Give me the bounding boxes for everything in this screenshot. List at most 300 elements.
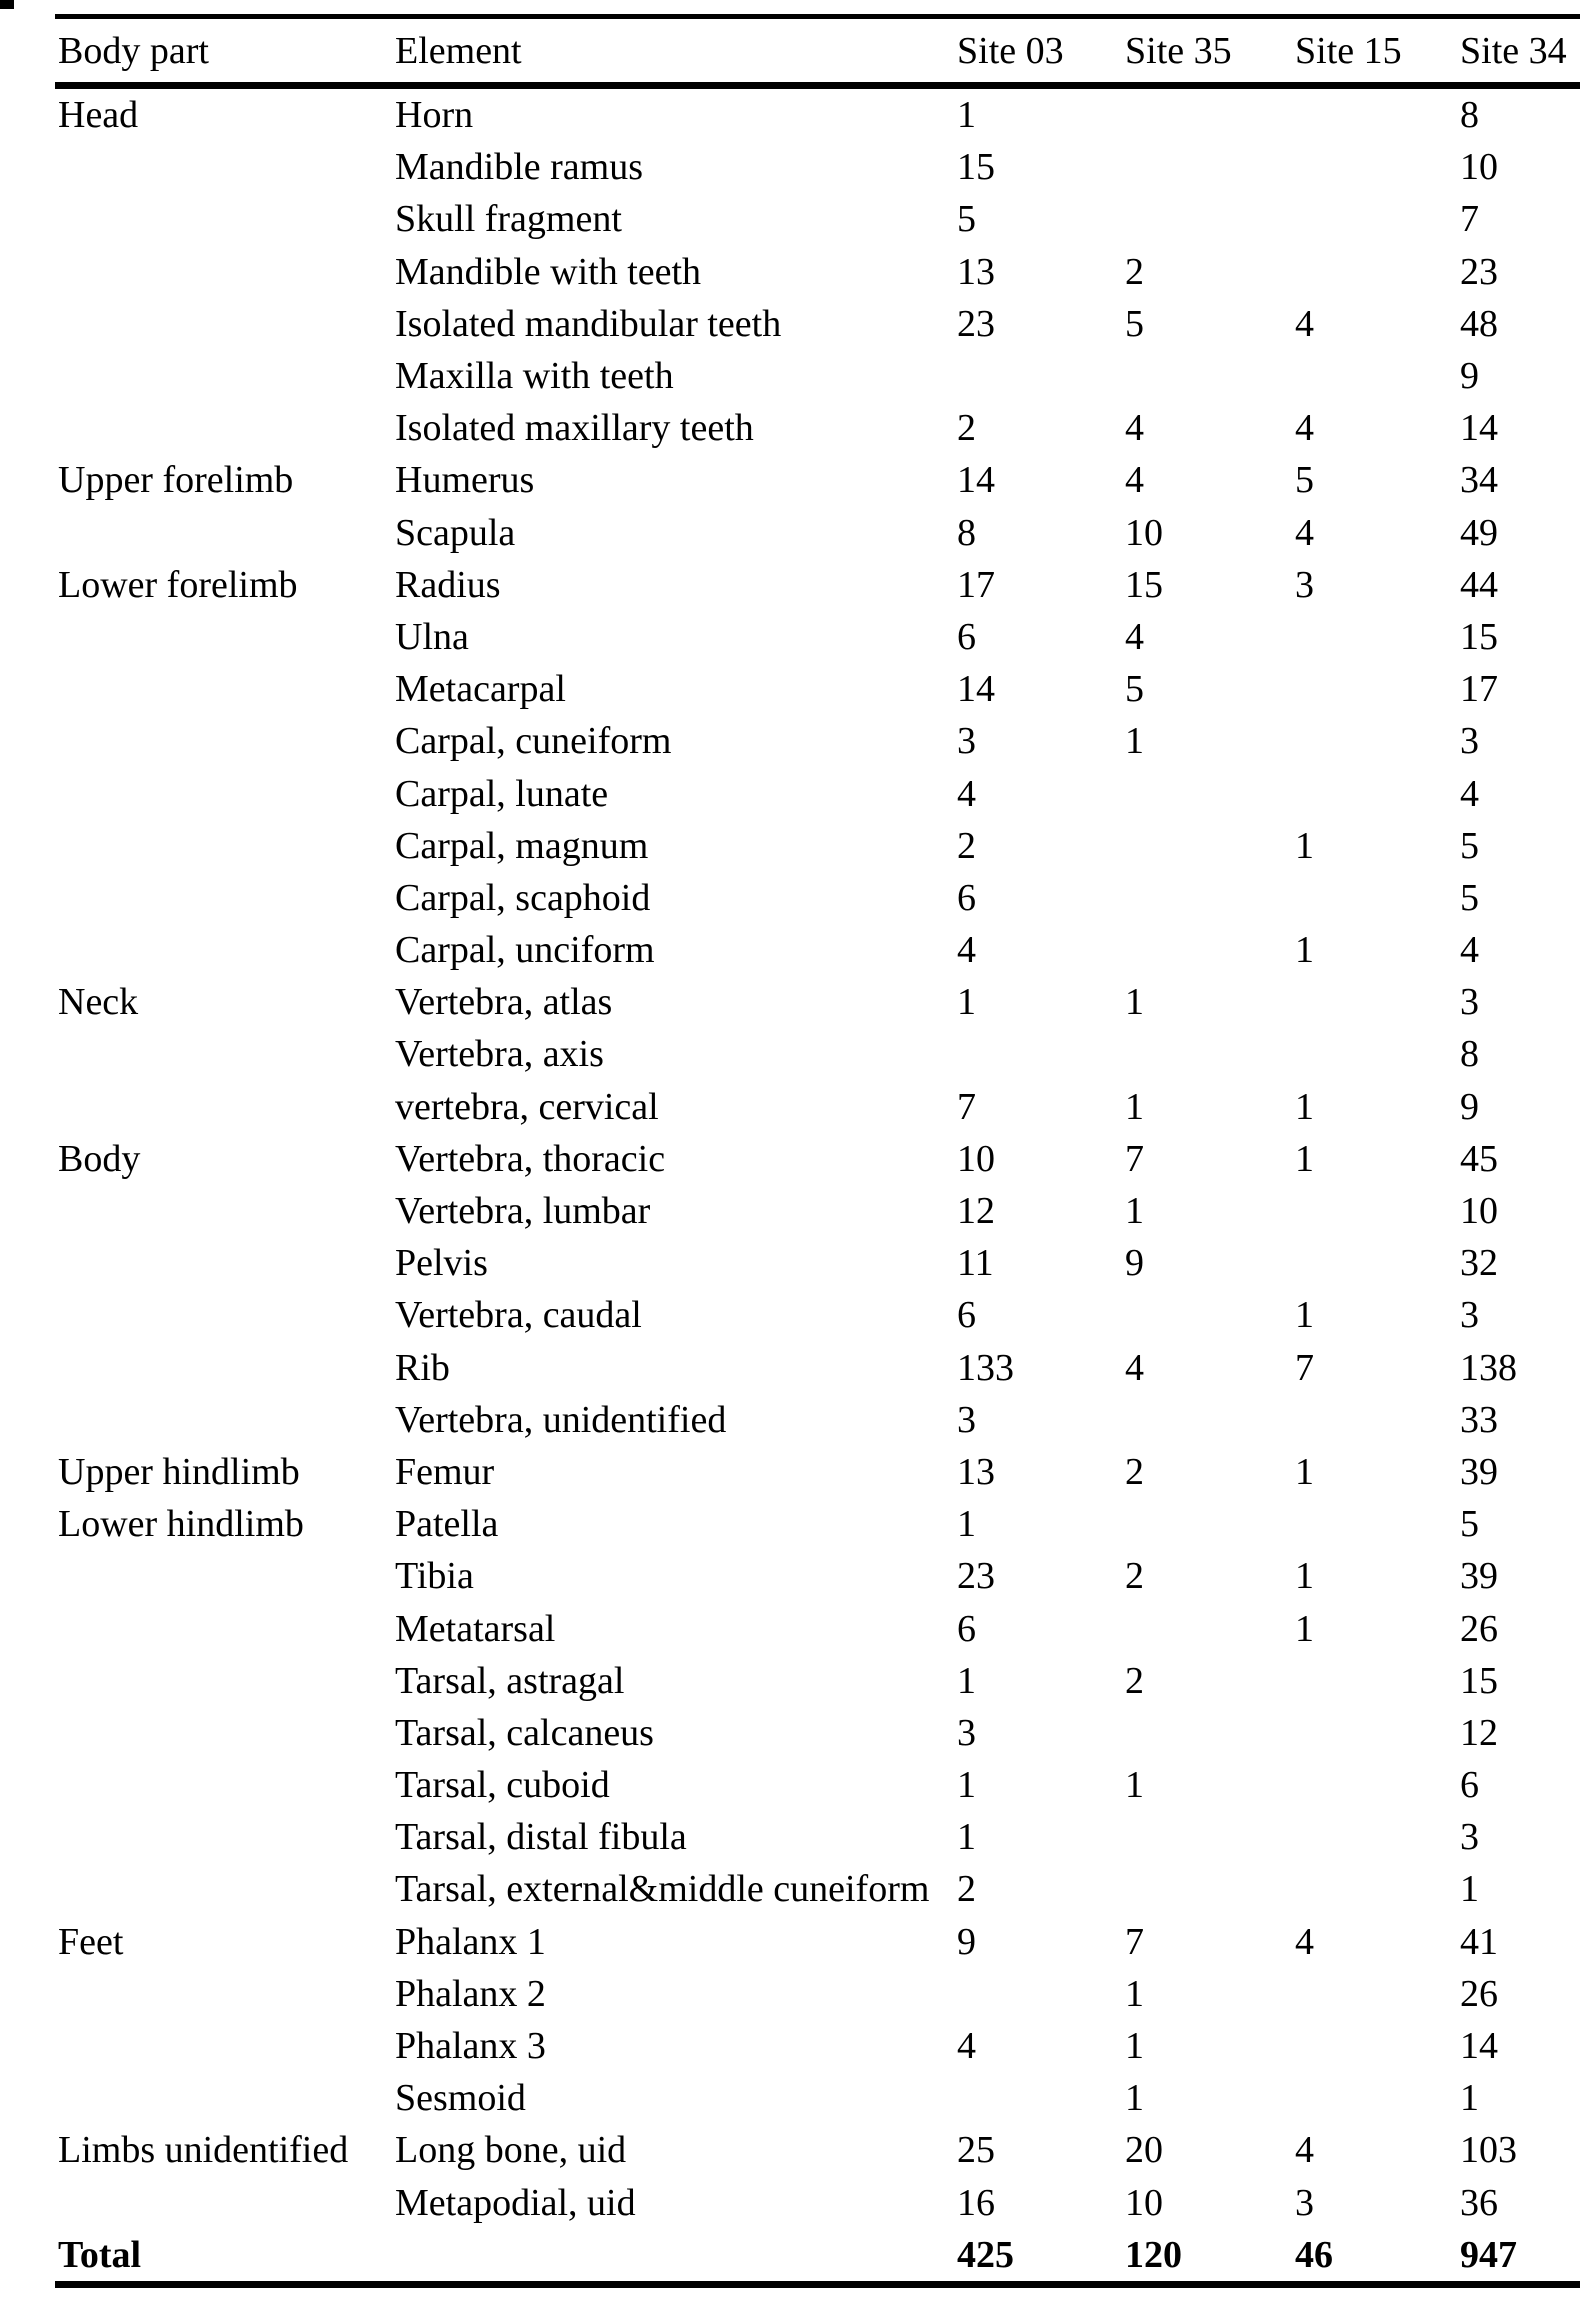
site03-cell: 3: [957, 1711, 976, 1754]
site15-cell: 4: [1295, 2129, 1314, 2172]
site15-cell: [1295, 976, 1460, 1028]
site35-cell: 1: [1125, 1190, 1144, 1233]
site03-cell: 1: [957, 1503, 976, 1546]
site15-cell: [1295, 611, 1460, 663]
site34-cell: 26: [1460, 1607, 1498, 1650]
body-part-cell: [55, 1081, 395, 1133]
site15-cell: [1295, 86, 1460, 142]
table-row: [55, 663, 1580, 715]
site03-cell: 8: [957, 511, 976, 554]
site15-cell: [1295, 1394, 1460, 1446]
site03-cell: 17: [957, 563, 995, 606]
site15-cell: 4: [1295, 1920, 1314, 1963]
site34-cell: 14: [1460, 407, 1498, 450]
table-row: [55, 559, 1580, 611]
site35-cell: 4: [1125, 459, 1144, 502]
body-part-cell: Total: [58, 2233, 142, 2276]
site15-cell: 3: [1295, 2181, 1314, 2224]
body-part-cell: [55, 1185, 395, 1237]
table-row: [55, 1342, 1580, 1394]
site15-cell: [1295, 872, 1460, 924]
site03-cell: 6: [957, 1607, 976, 1650]
site34-cell: 26: [1460, 1972, 1498, 2015]
column-header-site-34: Site 34: [1460, 29, 1567, 72]
site35-cell: [1125, 924, 1295, 976]
site34-cell: 15: [1460, 615, 1498, 658]
site15-cell: 1: [1295, 1294, 1314, 1337]
site35-cell: [1125, 141, 1295, 193]
element-cell: Tibia: [395, 1555, 474, 1598]
site15-cell: [1295, 246, 1460, 298]
site34-cell: 4: [1460, 772, 1479, 815]
body-part-cell: [55, 1655, 395, 1707]
site35-cell: [1125, 872, 1295, 924]
table-row: [55, 193, 1580, 245]
site03-cell: [957, 2072, 1125, 2124]
site34-cell: 45: [1460, 1137, 1498, 1180]
element-cell: Tarsal, astragal: [395, 1659, 625, 1702]
table-row: [55, 1550, 1580, 1602]
site35-cell: 15: [1125, 563, 1163, 606]
table-row: [55, 1185, 1580, 1237]
site35-cell: 2: [1125, 1659, 1144, 1702]
table-row: [55, 86, 1580, 142]
site35-cell: [1125, 820, 1295, 872]
element-cell: Rib: [395, 1346, 450, 1389]
body-part-cell: [55, 924, 395, 976]
element-cell: Phalanx 3: [395, 2025, 546, 2068]
site15-cell: [1295, 1237, 1460, 1289]
element-cell: [395, 2229, 957, 2285]
site03-cell: 9: [957, 1920, 976, 1963]
body-part-cell: [55, 611, 395, 663]
site15-cell: 4: [1295, 407, 1314, 450]
site15-cell: 1: [1295, 1137, 1314, 1180]
site34-cell: 39: [1460, 1555, 1498, 1598]
column-header-site-15: Site 15: [1295, 29, 1402, 72]
site03-cell: 4: [957, 772, 976, 815]
table-row: [55, 1602, 1580, 1654]
body-part-cell: [55, 1863, 395, 1915]
site34-cell: 8: [1460, 1033, 1479, 1076]
element-cell: Vertebra, axis: [395, 1033, 604, 1076]
scan-artifact: [0, 0, 14, 9]
header-row: [55, 17, 1580, 86]
site15-cell: 5: [1295, 459, 1314, 502]
body-part-cell: Head: [58, 94, 139, 137]
body-part-cell: [55, 1759, 395, 1811]
site03-cell: 133: [957, 1346, 1014, 1389]
column-header-site-03: Site 03: [957, 29, 1064, 72]
body-part-cell: Lower hindlimb: [58, 1503, 304, 1546]
table-row: [55, 1446, 1580, 1498]
site35-cell: 1: [1125, 1764, 1144, 1807]
site35-cell: [1125, 193, 1295, 245]
element-cell: Mandible ramus: [395, 146, 644, 189]
site34-cell: 49: [1460, 511, 1498, 554]
table-row: [55, 2177, 1580, 2229]
site34-cell: 15: [1460, 1659, 1498, 1702]
element-cell: Metacarpal: [395, 668, 566, 711]
body-part-cell: [55, 820, 395, 872]
site03-cell: [957, 1968, 1125, 2020]
element-cell: Phalanx 1: [395, 1920, 546, 1963]
table-row: [55, 2229, 1580, 2285]
site35-cell: [1125, 1394, 1295, 1446]
site03-cell: 13: [957, 1450, 995, 1493]
site15-cell: [1295, 1185, 1460, 1237]
site15-cell: [1295, 715, 1460, 767]
table-row: [55, 1707, 1580, 1759]
site03-cell: 16: [957, 2181, 995, 2224]
site35-cell: 2: [1125, 250, 1144, 293]
element-cell: Metapodial, uid: [395, 2181, 636, 2224]
site03-cell: 14: [957, 668, 995, 711]
site34-cell: 3: [1460, 1816, 1479, 1859]
site35-cell: 1: [1125, 2077, 1144, 2120]
site03-cell: 2: [957, 407, 976, 450]
site03-cell: [957, 350, 1125, 402]
site34-cell: 9: [1460, 355, 1479, 398]
site34-cell: 6: [1460, 1764, 1479, 1807]
site34-cell: 23: [1460, 250, 1498, 293]
site03-cell: 1: [957, 1816, 976, 1859]
site03-cell: 7: [957, 1085, 976, 1128]
element-cell: Tarsal, calcaneus: [395, 1711, 654, 1754]
element-cell: Carpal, lunate: [395, 772, 609, 815]
table-row: [55, 1289, 1580, 1341]
element-cell: Vertebra, atlas: [395, 981, 613, 1024]
element-cell: Vertebra, thoracic: [395, 1137, 666, 1180]
site35-cell: 9: [1125, 1242, 1144, 1285]
site03-cell: 5: [957, 198, 976, 241]
site15-cell: 4: [1295, 511, 1314, 554]
table-row: [55, 924, 1580, 976]
site34-cell: 36: [1460, 2181, 1498, 2224]
site35-cell: 7: [1125, 1137, 1144, 1180]
table-row: [55, 1394, 1580, 1446]
body-part-cell: [55, 1394, 395, 1446]
table-row: [55, 2020, 1580, 2072]
site15-cell: 1: [1295, 929, 1314, 972]
site35-cell: [1125, 1602, 1295, 1654]
site03-cell: 6: [957, 1294, 976, 1337]
table-row: [55, 454, 1580, 506]
body-part-cell: Lower forelimb: [58, 563, 298, 606]
element-cell: Pelvis: [395, 1242, 488, 1285]
body-part-cell: [55, 872, 395, 924]
table-row: [55, 1863, 1580, 1915]
site03-cell: 23: [957, 1555, 995, 1598]
site03-cell: 1: [957, 1659, 976, 1702]
table-header: [55, 17, 1580, 86]
site15-cell: [1295, 2020, 1460, 2072]
site34-cell: 1: [1460, 2077, 1479, 2120]
site35-cell: [1125, 350, 1295, 402]
site34-cell: 947: [1460, 2233, 1517, 2276]
site34-cell: 3: [1460, 981, 1479, 1024]
body-part-cell: Neck: [58, 981, 139, 1024]
column-header-site-35: Site 35: [1125, 29, 1232, 72]
element-cell: Femur: [395, 1450, 495, 1493]
element-cell: Long bone, uid: [395, 2129, 627, 2172]
site03-cell: 25: [957, 2129, 995, 2172]
site15-cell: [1295, 2072, 1460, 2124]
body-part-cell: [55, 2177, 395, 2229]
table-row: [55, 872, 1580, 924]
site34-cell: 33: [1460, 1398, 1498, 1441]
site35-cell: [1125, 767, 1295, 819]
site03-cell: 4: [957, 2025, 976, 2068]
site15-cell: [1295, 1863, 1460, 1915]
site35-cell: [1125, 86, 1295, 142]
site15-cell: [1295, 193, 1460, 245]
site15-cell: 1: [1295, 1555, 1314, 1598]
table-row: [55, 350, 1580, 402]
site03-cell: 13: [957, 250, 995, 293]
body-part-cell: Limbs unidentified: [58, 2129, 349, 2172]
site34-cell: 5: [1460, 824, 1479, 867]
site03-cell: 1: [957, 1764, 976, 1807]
element-cell: Tarsal, cuboid: [395, 1764, 610, 1807]
site34-cell: 17: [1460, 668, 1498, 711]
site35-cell: 10: [1125, 511, 1163, 554]
bone-element-table-container: [55, 14, 1580, 2288]
table-row: [55, 1237, 1580, 1289]
site35-cell: [1125, 1811, 1295, 1863]
site15-cell: 1: [1295, 1450, 1314, 1493]
site34-cell: 7: [1460, 198, 1479, 241]
table-row: [55, 1028, 1580, 1080]
site35-cell: 1: [1125, 720, 1144, 763]
site35-cell: [1125, 1289, 1295, 1341]
site34-cell: 32: [1460, 1242, 1498, 1285]
body-part-cell: [55, 1289, 395, 1341]
site15-cell: 1: [1295, 1607, 1314, 1650]
site03-cell: 4: [957, 929, 976, 972]
site35-cell: 1: [1125, 1085, 1144, 1128]
body-part-cell: [55, 1602, 395, 1654]
table-row: [55, 246, 1580, 298]
table-row: [55, 1968, 1580, 2020]
body-part-cell: [55, 246, 395, 298]
body-part-cell: [55, 1550, 395, 1602]
table-row: [55, 1811, 1580, 1863]
table-row: [55, 2124, 1580, 2176]
site03-cell: 1: [957, 981, 976, 1024]
body-part-cell: Feet: [58, 1920, 124, 1963]
site34-cell: 103: [1460, 2129, 1517, 2172]
table-row: [55, 298, 1580, 350]
table-row: [55, 1655, 1580, 1707]
element-cell: Vertebra, lumbar: [395, 1190, 651, 1233]
bone-element-count-table: [55, 14, 1580, 2288]
element-cell: Sesmoid: [395, 2077, 526, 2120]
body-part-cell: [55, 1968, 395, 2020]
body-part-cell: [55, 1342, 395, 1394]
site35-cell: 4: [1125, 1346, 1144, 1389]
site34-cell: 48: [1460, 302, 1498, 345]
table-row: [55, 141, 1580, 193]
site15-cell: 3: [1295, 563, 1314, 606]
site35-cell: 10: [1125, 2181, 1163, 2224]
site03-cell: 1: [957, 94, 976, 137]
element-cell: Horn: [395, 94, 474, 137]
site15-cell: 7: [1295, 1346, 1314, 1389]
site34-cell: 138: [1460, 1346, 1517, 1389]
site15-cell: 1: [1295, 824, 1314, 867]
body-part-cell: [55, 2072, 395, 2124]
table-row: [55, 2072, 1580, 2124]
site35-cell: 4: [1125, 407, 1144, 450]
site35-cell: 5: [1125, 302, 1144, 345]
site34-cell: 3: [1460, 1294, 1479, 1337]
element-cell: Carpal, scaphoid: [395, 876, 651, 919]
site03-cell: 6: [957, 615, 976, 658]
site35-cell: [1125, 1498, 1295, 1550]
element-cell: Scapula: [395, 511, 516, 554]
site03-cell: 3: [957, 1398, 976, 1441]
body-part-cell: [55, 1028, 395, 1080]
element-cell: Radius: [395, 563, 501, 606]
body-part-cell: [55, 507, 395, 559]
site15-cell: [1295, 350, 1460, 402]
site03-cell: 2: [957, 824, 976, 867]
site15-cell: 4: [1295, 302, 1314, 345]
body-part-cell: [55, 1237, 395, 1289]
site15-cell: [1295, 663, 1460, 715]
site15-cell: [1295, 1707, 1460, 1759]
body-part-cell: [55, 298, 395, 350]
site35-cell: 1: [1125, 2025, 1144, 2068]
site15-cell: 1: [1295, 1085, 1314, 1128]
table-row: [55, 767, 1580, 819]
column-header-body-part: Body part: [58, 29, 209, 72]
body-part-cell: [55, 715, 395, 767]
element-cell: Vertebra, unidentified: [395, 1398, 727, 1441]
site35-cell: 2: [1125, 1450, 1144, 1493]
element-cell: vertebra, cervical: [395, 1085, 659, 1128]
element-cell: Metatarsal: [395, 1607, 556, 1650]
body-part-cell: [55, 402, 395, 454]
site15-cell: [1295, 1028, 1460, 1080]
table-row: [55, 715, 1580, 767]
site15-cell: [1295, 1498, 1460, 1550]
site35-cell: [1125, 1707, 1295, 1759]
body-part-cell: [55, 350, 395, 402]
site34-cell: 10: [1460, 146, 1498, 189]
element-cell: Humerus: [395, 459, 535, 502]
site34-cell: 10: [1460, 1190, 1498, 1233]
body-part-cell: [55, 193, 395, 245]
body-part-cell: [55, 141, 395, 193]
body-part-cell: [55, 1811, 395, 1863]
site15-cell: [1295, 1759, 1460, 1811]
body-part-cell: Upper forelimb: [58, 459, 294, 502]
site03-cell: 2: [957, 1868, 976, 1911]
site15-cell: [1295, 1811, 1460, 1863]
site34-cell: 14: [1460, 2025, 1498, 2068]
site34-cell: 44: [1460, 563, 1498, 606]
site34-cell: 1: [1460, 1868, 1479, 1911]
site03-cell: 11: [957, 1242, 994, 1285]
site34-cell: 8: [1460, 94, 1479, 137]
site34-cell: 5: [1460, 876, 1479, 919]
table-row: [55, 820, 1580, 872]
site35-cell: 20: [1125, 2129, 1163, 2172]
site35-cell: 1: [1125, 981, 1144, 1024]
element-cell: Mandible with teeth: [395, 250, 702, 293]
element-cell: Isolated mandibular teeth: [395, 302, 782, 345]
element-cell: Tarsal, distal fibula: [395, 1816, 687, 1859]
site03-cell: 10: [957, 1137, 995, 1180]
body-part-cell: [55, 767, 395, 819]
body-part-cell: [55, 1707, 395, 1759]
site03-cell: [957, 1028, 1125, 1080]
table-row: [55, 976, 1580, 1028]
site03-cell: 6: [957, 876, 976, 919]
element-cell: Ulna: [395, 615, 469, 658]
body-part-cell: [55, 663, 395, 715]
site34-cell: 5: [1460, 1503, 1479, 1546]
site03-cell: 15: [957, 146, 995, 189]
table-body: [55, 86, 1580, 2285]
site03-cell: 23: [957, 302, 995, 345]
table-row: [55, 1081, 1580, 1133]
site34-cell: 9: [1460, 1085, 1479, 1128]
element-cell: Skull fragment: [395, 198, 622, 241]
site34-cell: 4: [1460, 929, 1479, 972]
element-cell: Tarsal, external&middle cuneiform: [395, 1868, 930, 1911]
table-row: [55, 1916, 1580, 1968]
site35-cell: 5: [1125, 668, 1144, 711]
site15-cell: 46: [1295, 2233, 1333, 2276]
body-part-cell: Upper hindlimb: [58, 1450, 300, 1493]
table-row: [55, 507, 1580, 559]
site15-cell: [1295, 141, 1460, 193]
site03-cell: 12: [957, 1190, 995, 1233]
site15-cell: [1295, 1968, 1460, 2020]
site34-cell: 39: [1460, 1450, 1498, 1493]
element-cell: Phalanx 2: [395, 1972, 546, 2015]
site35-cell: 7: [1125, 1920, 1144, 1963]
body-part-cell: [55, 2020, 395, 2072]
site03-cell: 3: [957, 720, 976, 763]
site03-cell: 425: [957, 2233, 1014, 2276]
site35-cell: [1125, 1028, 1295, 1080]
site34-cell: 34: [1460, 459, 1498, 502]
site34-cell: 41: [1460, 1920, 1498, 1963]
element-cell: Patella: [395, 1503, 499, 1546]
element-cell: Isolated maxillary teeth: [395, 407, 754, 450]
table-row: [55, 1759, 1580, 1811]
site03-cell: 14: [957, 459, 995, 502]
element-cell: Carpal, unciform: [395, 929, 655, 972]
table-row: [55, 611, 1580, 663]
element-cell: Carpal, magnum: [395, 824, 649, 867]
table-row: [55, 402, 1580, 454]
site35-cell: 2: [1125, 1555, 1144, 1598]
site34-cell: 12: [1460, 1711, 1498, 1754]
element-cell: Maxilla with teeth: [395, 355, 674, 398]
site15-cell: [1295, 1655, 1460, 1707]
site15-cell: [1295, 767, 1460, 819]
element-cell: Carpal, cuneiform: [395, 720, 672, 763]
element-cell: Vertebra, caudal: [395, 1294, 642, 1337]
table-row: [55, 1133, 1580, 1185]
site35-cell: 120: [1125, 2233, 1182, 2276]
site35-cell: 1: [1125, 1972, 1144, 2015]
